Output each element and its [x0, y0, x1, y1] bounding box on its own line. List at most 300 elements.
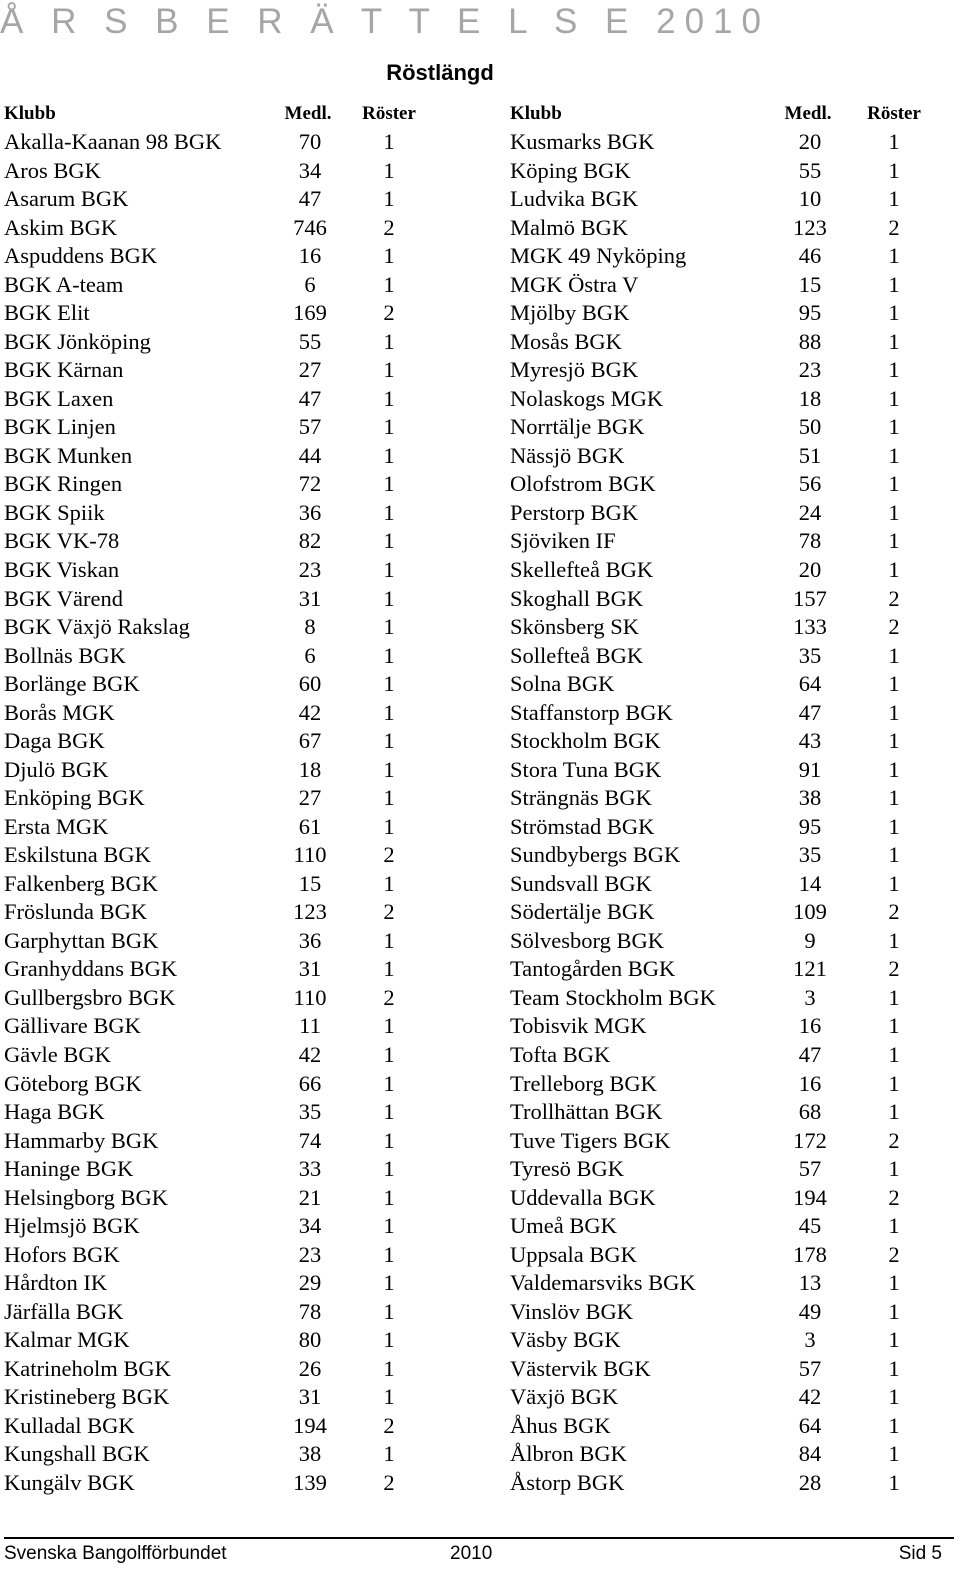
table-row [510, 1412, 930, 1441]
club-name: Tofta BGK [510, 1042, 611, 1067]
vote-count: 1 [888, 1270, 900, 1296]
club-name: Gävle BGK [4, 1042, 111, 1067]
table-row [510, 214, 930, 243]
vote-count: 1 [383, 1355, 395, 1381]
member-count: 50 [798, 414, 822, 440]
vote-count: 1 [383, 157, 395, 183]
vote-count: 1 [383, 328, 395, 354]
member-count: 27 [298, 357, 322, 383]
club-name: Helsingborg BGK [4, 1184, 168, 1210]
club-name: Valdemarsviks BGK [510, 1270, 696, 1296]
club-name: Kungälv BGK [4, 1469, 135, 1495]
table-row [510, 128, 930, 157]
vote-count: 2 [383, 214, 395, 240]
vote-table-right [510, 100, 930, 1498]
vote-count: 1 [383, 585, 395, 611]
club-name: Tantogården BGK [510, 956, 676, 982]
club-name: Tobisvik MGK [510, 1013, 647, 1039]
table-row [4, 1212, 424, 1241]
member-count: 47 [298, 385, 322, 411]
member-count: 42 [798, 1384, 822, 1410]
club-name: Asarum BGK [4, 186, 129, 212]
club-name: Ålbron BGK [510, 1441, 627, 1467]
member-count: 38 [298, 1441, 322, 1467]
member-count: 35 [798, 842, 822, 868]
club-name: Akalla-Kaanan 98 BGK [4, 129, 222, 154]
club-name: Ludvika BGK [510, 186, 639, 212]
table-row [4, 556, 424, 585]
club-name: Hjelmsjö BGK [4, 1213, 140, 1239]
vote-count: 1 [383, 442, 395, 468]
club-name: Umeå BGK [510, 1213, 617, 1239]
vote-count: 1 [888, 785, 900, 811]
table-row [4, 242, 424, 271]
table-row [510, 413, 930, 442]
vote-count: 1 [888, 385, 900, 411]
member-count: 55 [298, 328, 322, 354]
table-row [510, 556, 930, 585]
member-count: 746 [293, 214, 327, 240]
table-row [510, 299, 930, 328]
vote-count: 1 [383, 671, 395, 697]
table-row [510, 157, 930, 186]
club-name: Djulö BGK [4, 756, 109, 782]
club-name: Falkenberg BGK [4, 870, 158, 896]
table-row [510, 1155, 930, 1184]
table-row [510, 242, 930, 271]
member-count: 34 [298, 157, 322, 183]
table-row [4, 784, 424, 813]
club-name: Skönsberg SK [510, 614, 639, 640]
table-row [510, 527, 930, 556]
member-count: 38 [798, 785, 822, 811]
vote-count: 1 [888, 556, 900, 582]
vote-count: 2 [888, 1184, 900, 1210]
club-name: BGK Kärnan [4, 357, 124, 383]
club-name: Nässjö BGK [510, 442, 625, 468]
vote-count: 2 [383, 1469, 395, 1495]
vote-count: 1 [888, 442, 900, 468]
member-count: 123 [793, 214, 827, 240]
vote-count: 1 [888, 243, 900, 269]
table-row [510, 784, 930, 813]
club-name: Kalmar MGK [4, 1327, 130, 1353]
member-count: 178 [793, 1241, 827, 1267]
column-header-votes: Röster [362, 103, 416, 124]
table-row [4, 898, 424, 927]
club-name: Stockholm BGK [510, 728, 661, 754]
vote-count: 1 [888, 1099, 900, 1125]
table-row [4, 1326, 424, 1355]
vote-count: 1 [888, 1298, 900, 1324]
member-count: 110 [293, 984, 327, 1010]
club-name: Granhyddans BGK [4, 956, 178, 982]
vote-count: 1 [383, 357, 395, 383]
member-count: 24 [798, 499, 822, 525]
member-count: 84 [798, 1441, 822, 1467]
member-count: 13 [798, 1270, 822, 1296]
table-row [510, 585, 930, 614]
member-count: 34 [298, 1213, 322, 1239]
table-row [510, 1440, 930, 1469]
club-name: Strängnäs BGK [510, 785, 652, 811]
club-name: Mjölby BGK [510, 300, 630, 326]
table-row [510, 642, 930, 671]
club-name: BGK Spiik [4, 499, 105, 525]
page-header-title: Å R S B E R Ä T T E L S E 2010 [0, 2, 770, 41]
vote-count: 1 [888, 357, 900, 383]
vote-count: 1 [383, 471, 395, 497]
member-count: 23 [298, 1241, 322, 1267]
vote-table-left [4, 100, 424, 1498]
table-row [510, 1269, 930, 1298]
table-row [4, 699, 424, 728]
vote-count: 1 [888, 129, 900, 154]
club-name: Perstorp BGK [510, 499, 639, 525]
club-name: Gullbergsbro BGK [4, 984, 176, 1010]
table-row [510, 185, 930, 214]
club-name: Kulladal BGK [4, 1412, 135, 1438]
table-row [510, 1184, 930, 1213]
club-name: Trollhättan BGK [510, 1099, 663, 1125]
vote-count: 1 [383, 1270, 395, 1296]
member-count: 64 [798, 1412, 822, 1438]
club-name: Sjöviken IF [510, 528, 616, 554]
vote-count: 1 [383, 1384, 395, 1410]
club-name: Åhus BGK [510, 1412, 611, 1438]
vote-count: 1 [888, 813, 900, 839]
member-count: 194 [793, 1184, 827, 1210]
vote-count: 1 [888, 186, 900, 212]
vote-count: 1 [888, 870, 900, 896]
table-row [4, 299, 424, 328]
club-name: BGK Elit [4, 300, 90, 326]
table-header [4, 100, 424, 128]
table-body [510, 128, 930, 1498]
member-count: 55 [798, 157, 822, 183]
vote-count: 1 [383, 614, 395, 640]
member-count: 64 [798, 671, 822, 697]
vote-count: 1 [383, 243, 395, 269]
member-count: 18 [798, 385, 822, 411]
vote-count: 1 [888, 471, 900, 497]
vote-count: 1 [888, 1013, 900, 1039]
vote-count: 1 [383, 129, 395, 154]
table-row [510, 870, 930, 899]
club-name: Askim BGK [4, 214, 118, 240]
club-name: Kristineberg BGK [4, 1384, 170, 1410]
table-row [4, 841, 424, 870]
member-count: 109 [793, 899, 827, 925]
table-row [510, 470, 930, 499]
club-name: Nolaskogs MGK [510, 385, 664, 411]
member-count: 194 [293, 1412, 327, 1438]
member-count: 157 [793, 585, 827, 611]
table-row [4, 870, 424, 899]
table-row [510, 1298, 930, 1327]
table-row [4, 499, 424, 528]
member-count: 43 [798, 728, 822, 754]
club-name: BGK Jönköping [4, 328, 151, 354]
table-row [4, 1041, 424, 1070]
member-count: 28 [798, 1469, 822, 1495]
club-name: Aspuddens BGK [4, 243, 158, 269]
table-row [510, 727, 930, 756]
vote-count: 1 [888, 1156, 900, 1182]
vote-count: 1 [888, 1469, 900, 1495]
member-count: 18 [298, 756, 322, 782]
vote-count: 1 [383, 1042, 395, 1067]
club-name: Team Stockholm BGK [510, 984, 716, 1010]
vote-count: 1 [383, 1070, 395, 1096]
member-count: 72 [298, 471, 322, 497]
vote-count: 1 [383, 1241, 395, 1267]
vote-count: 1 [888, 300, 900, 326]
table-row [4, 1155, 424, 1184]
member-count: 66 [298, 1070, 322, 1096]
member-count: 139 [293, 1469, 327, 1495]
vote-count: 1 [383, 1127, 395, 1153]
club-name: Åstorp BGK [510, 1469, 625, 1495]
member-count: 49 [798, 1298, 822, 1324]
table-row [4, 670, 424, 699]
member-count: 95 [798, 300, 822, 326]
member-count: 26 [298, 1355, 322, 1381]
vote-count: 1 [888, 1042, 900, 1067]
table-row [510, 385, 930, 414]
club-name: Myresjö BGK [510, 357, 639, 383]
member-count: 91 [798, 756, 822, 782]
club-name: BGK VK-78 [4, 528, 120, 554]
club-name: BGK Viskan [4, 556, 120, 582]
member-count: 45 [798, 1213, 822, 1239]
member-count: 16 [298, 243, 322, 269]
table-row [510, 328, 930, 357]
member-count: 95 [798, 813, 822, 839]
table-row [4, 470, 424, 499]
table-row [510, 1326, 930, 1355]
table-row [4, 984, 424, 1013]
vote-count: 2 [888, 899, 900, 925]
club-name: MGK Östra V [510, 271, 639, 297]
club-name: Borås MGK [4, 699, 115, 725]
table-row [4, 1469, 424, 1498]
club-name: Hofors BGK [4, 1241, 120, 1267]
footer-year: 2010 [450, 1543, 493, 1564]
club-name: Kusmarks BGK [510, 129, 655, 154]
table-row [4, 927, 424, 956]
table-row [4, 157, 424, 186]
vote-count: 1 [383, 1298, 395, 1324]
club-name: Borlänge BGK [4, 671, 140, 697]
member-count: 29 [298, 1270, 322, 1296]
vote-count: 2 [383, 300, 395, 326]
table-row [510, 613, 930, 642]
club-name: Köping BGK [510, 157, 631, 183]
member-count: 15 [798, 271, 822, 297]
table-row [510, 670, 930, 699]
member-count: 8 [304, 614, 316, 640]
table-row [4, 1298, 424, 1327]
vote-count: 1 [383, 1213, 395, 1239]
table-row [510, 499, 930, 528]
member-count: 6 [304, 642, 316, 668]
member-count: 121 [793, 956, 827, 982]
club-name: Skoghall BGK [510, 585, 644, 611]
table-row [4, 442, 424, 471]
club-name: Norrtälje BGK [510, 414, 645, 440]
member-count: 35 [298, 1099, 322, 1125]
vote-count: 2 [888, 585, 900, 611]
table-row [4, 585, 424, 614]
vote-count: 1 [383, 271, 395, 297]
member-count: 133 [793, 614, 827, 640]
member-count: 3 [804, 984, 816, 1010]
member-count: 57 [798, 1156, 822, 1182]
vote-count: 1 [888, 499, 900, 525]
vote-count: 1 [383, 813, 395, 839]
vote-count: 1 [383, 728, 395, 754]
member-count: 47 [798, 699, 822, 725]
vote-count: 1 [383, 556, 395, 582]
member-count: 110 [293, 842, 327, 868]
column-header-votes: Röster [867, 103, 921, 124]
member-count: 61 [298, 813, 322, 839]
vote-count: 2 [888, 614, 900, 640]
member-count: 36 [298, 927, 322, 953]
member-count: 42 [298, 1042, 322, 1067]
member-count: 80 [298, 1327, 322, 1353]
column-header-club: Klubb [510, 103, 562, 124]
member-count: 46 [798, 243, 822, 269]
table-row [510, 898, 930, 927]
vote-count: 1 [383, 1441, 395, 1467]
vote-count: 2 [888, 214, 900, 240]
vote-count: 1 [383, 699, 395, 725]
club-name: Daga BGK [4, 728, 105, 754]
vote-count: 1 [888, 271, 900, 297]
table-row [4, 214, 424, 243]
vote-count: 1 [383, 785, 395, 811]
member-count: 42 [298, 699, 322, 725]
member-count: 47 [798, 1042, 822, 1067]
table-row [4, 1184, 424, 1213]
club-name: Stora Tuna BGK [510, 756, 662, 782]
club-name: BGK A-team [4, 271, 124, 297]
vote-count: 1 [888, 642, 900, 668]
member-count: 67 [298, 728, 322, 754]
club-name: Trelleborg BGK [510, 1070, 657, 1096]
table-row [4, 1269, 424, 1298]
vote-count: 2 [383, 899, 395, 925]
table-row [4, 527, 424, 556]
table-row [510, 813, 930, 842]
table-row [4, 727, 424, 756]
member-count: 6 [304, 271, 316, 297]
vote-count: 1 [888, 1441, 900, 1467]
vote-count: 1 [383, 956, 395, 982]
table-row [510, 1041, 930, 1070]
member-count: 47 [298, 186, 322, 212]
club-name: Göteborg BGK [4, 1070, 142, 1096]
club-name: BGK Ringen [4, 471, 123, 497]
member-count: 23 [798, 357, 822, 383]
club-name: Enköping BGK [4, 785, 145, 811]
member-count: 27 [298, 785, 322, 811]
club-name: BGK Laxen [4, 385, 114, 411]
member-count: 31 [298, 956, 322, 982]
table-row [4, 185, 424, 214]
club-name: Västervik BGK [510, 1355, 651, 1381]
table-row [4, 1355, 424, 1384]
table-row [4, 1440, 424, 1469]
table-row [510, 271, 930, 300]
member-count: 35 [798, 642, 822, 668]
vote-count: 2 [383, 984, 395, 1010]
member-count: 78 [798, 528, 822, 554]
vote-count: 1 [888, 728, 900, 754]
club-name: Hammarby BGK [4, 1127, 159, 1153]
table-row [510, 1098, 930, 1127]
member-count: 9 [804, 927, 816, 953]
club-name: Växjö BGK [510, 1384, 619, 1410]
table-row [510, 1355, 930, 1384]
table-row [4, 1412, 424, 1441]
table-body [4, 128, 424, 1498]
table-row [4, 1012, 424, 1041]
table-row [4, 613, 424, 642]
vote-count: 1 [888, 328, 900, 354]
club-name: MGK 49 Nyköping [510, 243, 687, 269]
table-row [4, 356, 424, 385]
member-count: 60 [298, 671, 322, 697]
vote-count: 1 [888, 1384, 900, 1410]
member-count: 51 [798, 442, 822, 468]
member-count: 16 [798, 1070, 822, 1096]
vote-count: 1 [383, 642, 395, 668]
vote-count: 2 [383, 1412, 395, 1438]
club-name: Sölvesborg BGK [510, 927, 664, 953]
club-name: Sundbybergs BGK [510, 842, 681, 868]
member-count: 10 [798, 186, 822, 212]
club-name: Tuve Tigers BGK [510, 1127, 671, 1153]
member-count: 74 [298, 1127, 322, 1153]
member-count: 31 [298, 1384, 322, 1410]
member-count: 169 [293, 300, 327, 326]
vote-count: 1 [383, 870, 395, 896]
club-name: Strömstad BGK [510, 813, 655, 839]
member-count: 172 [793, 1127, 827, 1153]
table-row [4, 1383, 424, 1412]
club-name: Väsby BGK [510, 1327, 621, 1353]
column-header-members: Medl. [284, 103, 332, 124]
member-count: 3 [804, 1327, 816, 1353]
club-name: Järfälla BGK [4, 1298, 124, 1324]
footer-divider [4, 1537, 954, 1539]
club-name: Södertälje BGK [510, 899, 655, 925]
member-count: 57 [798, 1355, 822, 1381]
table-row [510, 1469, 930, 1498]
table-row [4, 1098, 424, 1127]
vote-count: 1 [383, 1156, 395, 1182]
club-name: BGK Växjö Rakslag [4, 614, 190, 640]
member-count: 82 [298, 528, 322, 554]
club-name: Fröslunda BGK [4, 899, 148, 925]
table-row [510, 841, 930, 870]
table-header [510, 100, 930, 128]
table-row [510, 1212, 930, 1241]
club-name: Tyresö BGK [510, 1156, 625, 1182]
